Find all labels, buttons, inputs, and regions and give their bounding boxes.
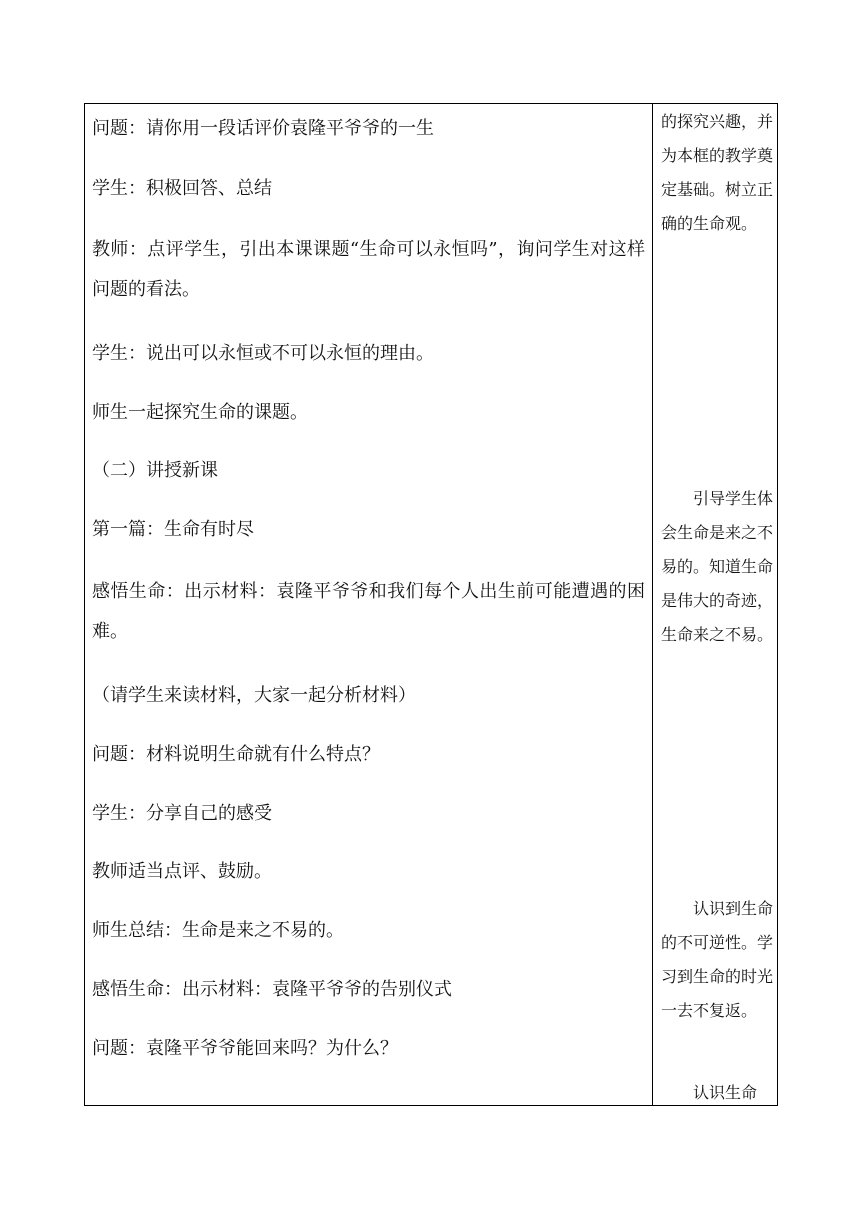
question-feature-line: 问题：材料说明生命就有什么特点？ <box>92 744 380 765</box>
teaching-process-column <box>85 104 652 1105</box>
teacher-encourage-line: 教师适当点评、鼓励。 <box>92 861 272 882</box>
explore-topic-line: 师生一起探究生命的课题。 <box>92 402 308 423</box>
note-hard-won-life: 引导学生体会生命是来之不易的。知道生命是伟大的奇迹，生命来之不易。 <box>661 489 774 644</box>
student-share-line: 学生：分享自己的感受 <box>92 803 272 824</box>
student-answer-line: 学生：积极回答、总结 <box>92 178 272 199</box>
note-recognize-life: 认识生命 <box>661 1083 758 1102</box>
note-interest: 的探究兴趣，并为本框的教学奠定基础。树立正确的生命观。 <box>661 112 774 233</box>
question-return-line: 问题：袁隆平爷爷能回来吗？为什么？ <box>92 1038 398 1059</box>
design-intent-column <box>653 104 778 1105</box>
material-farewell-line: 感悟生命：出示材料：袁隆平爷爷的告别仪式 <box>92 979 452 1000</box>
question-evaluate-line: 问题：请你用一段话评价袁隆平爷爷的一生 <box>92 118 434 139</box>
material-birth-paragraph: 感悟生命：出示材料：袁隆平爷爷和我们每个人出生前可能遭遇的困难。 <box>92 581 645 642</box>
read-material-line: （请学生来读材料，大家一起分析材料） <box>92 685 416 706</box>
note-irreversible-life: 认识到生命的不可逆性。学习到生命的时光一去不复返。 <box>661 899 774 1020</box>
section-new-lesson-heading: （二）讲授新课 <box>92 460 218 481</box>
teacher-comment-paragraph: 教师：点评学生，引出本课课题“生命可以永恒吗”，询问学生对这样问题的看法。 <box>92 239 645 300</box>
student-reason-line: 学生：说出可以永恒或不可以永恒的理由。 <box>92 343 434 364</box>
chapter-one-heading: 第一篇：生命有时尽 <box>92 519 254 540</box>
summary-line: 师生总结：生命是来之不易的。 <box>92 920 344 941</box>
lesson-plan-table <box>84 103 778 1106</box>
